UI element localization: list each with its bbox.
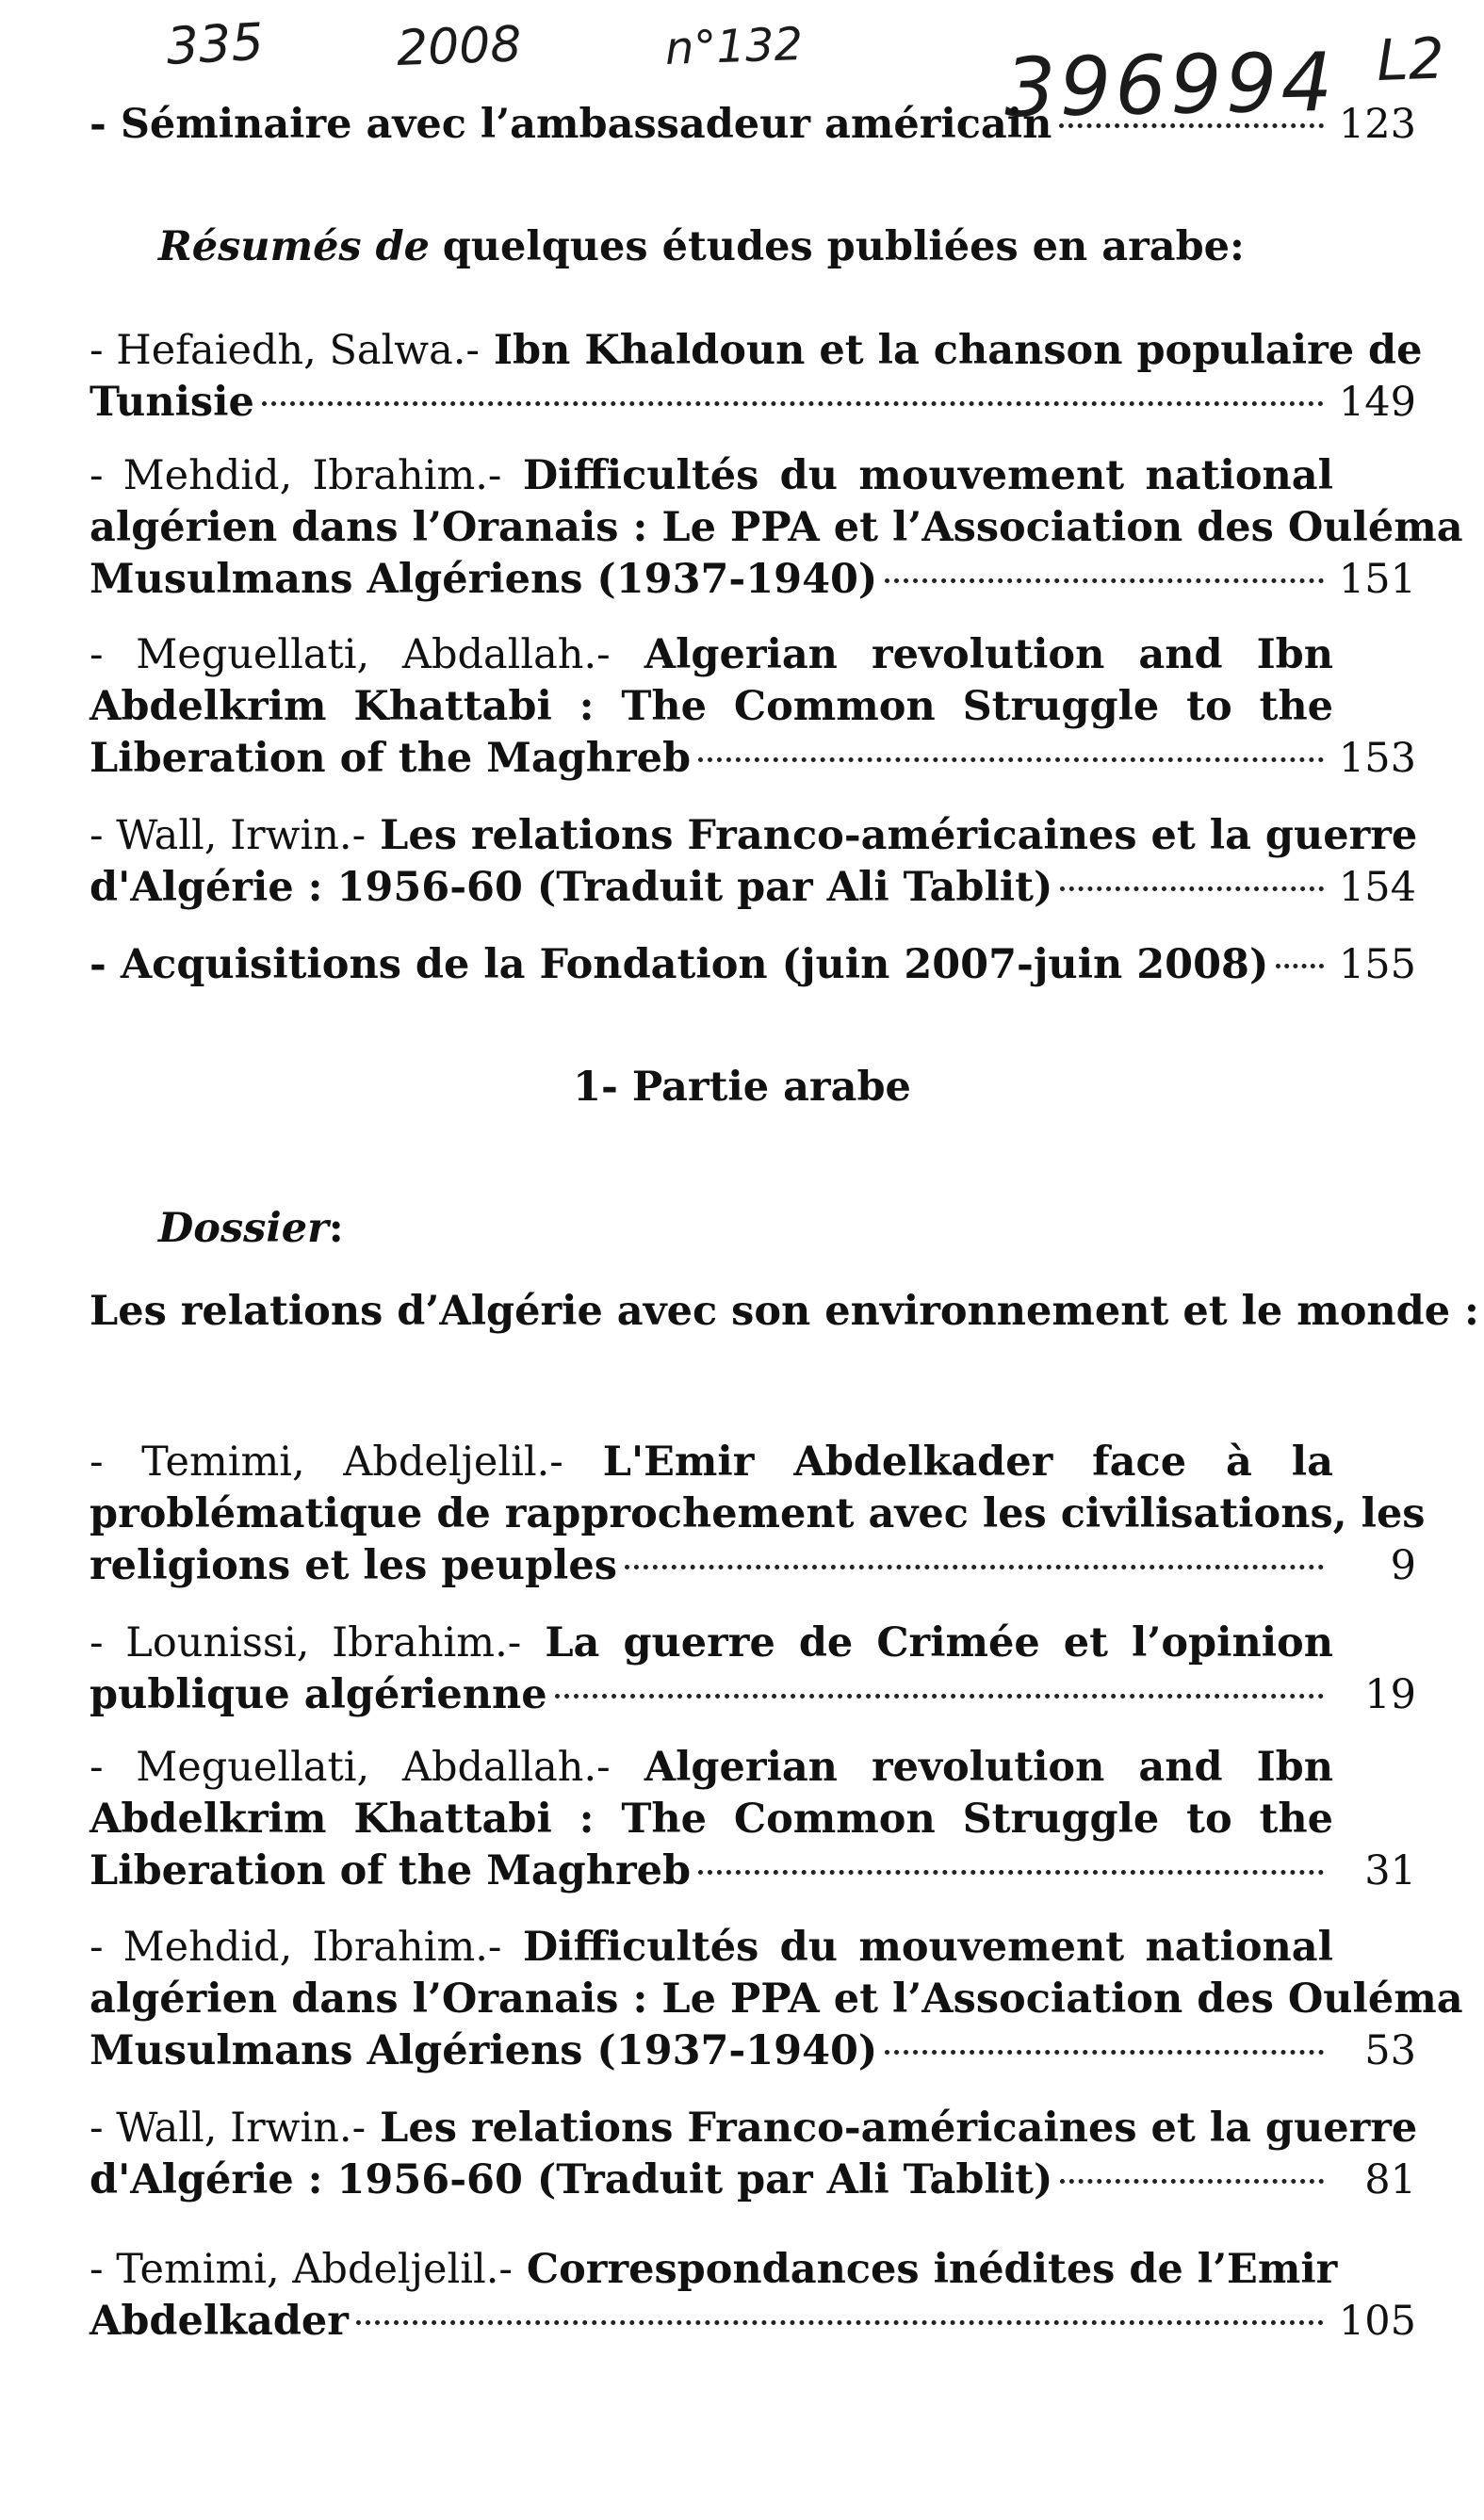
entry-author: - Hefaiedh, Salwa.-	[90, 327, 480, 374]
handwritten-inventory-number: 396994	[1003, 35, 1337, 136]
entry-title-line: algérien dans l’Oranais : Le PPA et l’Association des Ouléma	[90, 1975, 1463, 2023]
entry-author: - Temimi, Abdeljelil.-	[90, 1439, 563, 1486]
toc-entry	[90, 1437, 1426, 1592]
summaries-heading-rest: quelques études publiées en arabe:	[442, 223, 1245, 270]
entry-title-line: problématique de rapprochement avec les civilisations, les	[90, 1490, 1426, 1537]
entry-title-end: Abdelkader	[90, 2298, 349, 2345]
entry-title-end: d'Algérie : 1956-60 (Traduit par Ali Tablit)	[90, 2156, 1053, 2203]
toc-entry	[90, 1922, 1463, 2077]
entry-author: - Meguellati, Abdallah.-	[90, 631, 611, 678]
entry-title-line: algérien dans l’Oranais : Le PPA et l’Association des Ouléma	[90, 504, 1463, 551]
leader-dots	[885, 2050, 1324, 2055]
leader-dots	[698, 757, 1324, 762]
page-number: 105	[1338, 2298, 1416, 2345]
entry-author: - Temimi, Abdeljelil.-	[90, 2246, 513, 2293]
entry-title-end: Musulmans Algériens (1937-1940)	[90, 2027, 878, 2074]
page-number: 153	[1338, 735, 1416, 782]
entry-title: Difficultés du mouvement national	[501, 452, 1333, 499]
page-number: 151	[1338, 556, 1416, 603]
handwritten-issue-number: n°132	[664, 17, 804, 75]
entry-title: Correspondances inédites de l’Emir	[512, 2246, 1338, 2293]
summaries-heading	[158, 221, 1245, 273]
leader-dots	[555, 1694, 1324, 1699]
entry-title: La guerre de Crimée et l’opinion	[521, 1619, 1333, 1666]
page-number: 149	[1338, 379, 1416, 426]
entry-title-end: Musulmans Algériens (1937-1940)	[90, 556, 878, 603]
entry-title: - Séminaire avec l’ambassadeur américain	[90, 101, 1052, 148]
entry-title: Les relations Franco-américaines et la guerre	[366, 2105, 1418, 2152]
page-number: 81	[1364, 2156, 1416, 2203]
leader-dots	[356, 2320, 1324, 2325]
toc-entry	[90, 2244, 1416, 2348]
toc-entry	[90, 1742, 1416, 1897]
entry-title-end: Liberation of the Maghreb	[90, 735, 692, 782]
dossier-heading	[158, 1203, 344, 1255]
page-number: 123	[1338, 101, 1416, 148]
toc-entry	[90, 2103, 1418, 2206]
leader-dots	[885, 578, 1324, 583]
entry-title-end: publique algérienne	[90, 1671, 547, 1718]
leader-dots	[1059, 123, 1324, 128]
toc-entry	[90, 1618, 1416, 1721]
entry-title: Difficultés du mouvement national	[501, 1924, 1333, 1971]
entry-title-end: d'Algérie : 1956-60 (Traduit par Ali Tablit)	[90, 864, 1053, 911]
handwritten-code: L2	[1376, 25, 1446, 94]
entry-author: - Meguellati, Abdallah.-	[90, 1744, 611, 1791]
part-title: 1- Partie arabe	[573, 1064, 911, 1111]
leader-dots	[1276, 964, 1324, 968]
leader-dots	[1060, 2179, 1324, 2184]
entry-title-line: Abdelkrim Khattabi : The Common Struggle to the	[90, 683, 1333, 730]
page-number: 155	[1338, 941, 1416, 988]
entry-author: - Lounissi, Ibrahim.-	[90, 1619, 522, 1666]
toc-entry	[90, 325, 1423, 429]
toc-entry	[90, 450, 1463, 606]
toc-entry-acquisitions	[90, 939, 1416, 991]
dossier-label: Dossier	[158, 1205, 329, 1252]
entry-title: Ibn Khaldoun et la chanson populaire de	[479, 327, 1423, 374]
entry-title: Les relations Franco-américaines et la guerre	[366, 812, 1418, 859]
toc-entry	[90, 810, 1418, 914]
entry-author: - Wall, Irwin.-	[90, 812, 367, 859]
entry-author: - Mehdid, Ibrahim.-	[90, 1924, 502, 1971]
entry-title-end: Tunisie	[90, 379, 254, 426]
page-number: 31	[1364, 1847, 1416, 1894]
entry-title: L'Emir Abdelkader face à la	[563, 1439, 1333, 1486]
dossier-subtitle-text: Les relations d’Algérie avec son environnement et le monde :	[90, 1288, 1479, 1335]
entry-author: - Mehdid, Ibrahim.-	[90, 452, 502, 499]
leader-dots	[262, 401, 1324, 406]
leader-dots	[625, 1565, 1324, 1569]
leader-dots	[698, 1870, 1324, 1875]
page-number: 154	[1338, 864, 1416, 911]
toc-entry	[90, 629, 1416, 785]
handwritten-shelf-number: 335	[165, 11, 266, 76]
toc-entry-seminaire	[90, 99, 1416, 151]
entry-title: Algerian revolution and Ibn	[610, 1744, 1334, 1791]
entry-title-end: Liberation of the Maghreb	[90, 1847, 692, 1894]
entry-title-end: religions et les peuples	[90, 1542, 617, 1589]
entry-title-end: - Acquisitions de la Fondation (juin 2007-juin 2008)	[90, 941, 1269, 988]
entry-author: - Wall, Irwin.-	[90, 2105, 367, 2152]
summaries-heading-italic: Résumés de	[158, 223, 431, 270]
dossier-subtitle	[90, 1286, 1479, 1338]
page-number: 19	[1364, 1671, 1416, 1718]
entry-title-line: Abdelkrim Khattabi : The Common Struggle to the	[90, 1796, 1333, 1843]
leader-dots	[1060, 886, 1324, 891]
dossier-colon: :	[328, 1205, 344, 1252]
page-number: 9	[1390, 1542, 1416, 1589]
handwritten-year: 2008	[396, 16, 523, 77]
entry-title: Algerian revolution and Ibn	[610, 631, 1334, 678]
page-number: 53	[1364, 2027, 1416, 2074]
